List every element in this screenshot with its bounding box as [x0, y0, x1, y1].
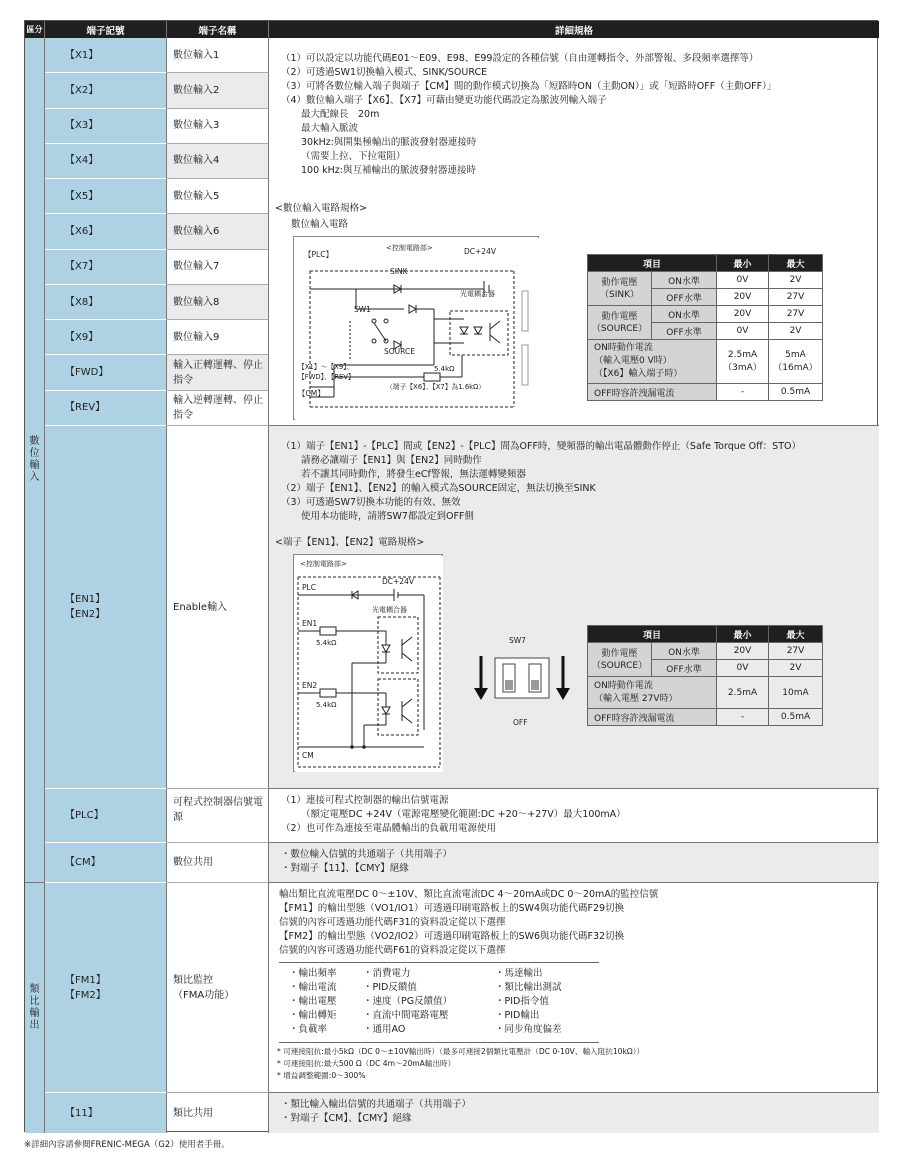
en-cell-on-max: 27V	[769, 643, 823, 660]
en-diag-en2-label: EN2	[302, 681, 318, 690]
plc-desc-2: （額定電壓DC +24V（電源電壓變化範圍:DC +20～+27V）最大100mA）	[301, 809, 626, 820]
cell-source-on-max: 27V	[769, 306, 823, 323]
en-cell-off-max: 2V	[769, 660, 823, 677]
cell-sink-off: OFF水準	[652, 289, 717, 306]
enable-input-detail	[269, 426, 879, 789]
terminal-symbol: 【X9】	[45, 320, 167, 355]
spec-sheet	[24, 20, 878, 1132]
terminal-symbol: 【FWD】	[45, 355, 167, 390]
fm-desc-4: 【FM2】的輸出型態（VO2/IO2）可透過印刷電路板上的SW6與功能代碼F32切換	[279, 931, 625, 942]
en-desc-2: 請務必讓端子【EN1】與【EN2】同時動作	[301, 455, 482, 466]
terminal-name: 輸入正轉運轉、停止指令	[167, 355, 269, 390]
diag-dc24v-label: DC+24V	[464, 247, 496, 256]
cell-leak-max: 0.5mA	[769, 384, 823, 401]
diag-x-terminals-label: 【X1】～【X9】、	[298, 363, 354, 371]
terminal-symbol-11: 【11】	[45, 1093, 167, 1133]
cell-leak: OFF時容許洩漏電流	[588, 384, 717, 401]
cell-source-off-min: 0V	[717, 323, 769, 340]
diag-resistor-label: 5.4kΩ	[434, 365, 455, 373]
digital-desc-2: （2）可透過SW1切換輸入模式、SINK/SOURCE	[281, 67, 488, 78]
en-cell-leak: OFF時容許洩漏電流	[588, 709, 717, 726]
digital-desc-6: 最大輸入脈波	[301, 123, 359, 134]
diag-plc-label: 【PLC】	[304, 250, 333, 259]
category-digital-input: 數位輸入	[25, 38, 45, 883]
cm-desc-1: ・數位輸入信號的共通端子（共用端子）	[281, 849, 453, 860]
en-diag-cm-label: CM	[302, 751, 314, 760]
diag-control-label: <控制電路部>	[386, 244, 433, 252]
en-cell-on-current: ON時動作電流 （輸入電壓 27V時）	[588, 677, 717, 709]
cell-source-on-min: 20V	[717, 306, 769, 323]
digital-circuit-subtitle: 數位輸入電路	[291, 219, 349, 230]
terminal-symbol-cm: 【CM】	[45, 843, 167, 883]
header-symbol: 端子記號	[45, 21, 167, 38]
terminal-name: 數位輸入2	[167, 73, 269, 108]
t11-desc-1: ・類比輸入輸出信號的共通端子（共用端子）	[281, 1099, 472, 1110]
terminal-name: 輸入逆轉運轉、停止指令	[167, 391, 269, 426]
terminal-symbol: 【X7】	[45, 250, 167, 285]
digital-spec-table	[587, 254, 823, 401]
cell-on-current-max: 5mA （16mA）	[769, 340, 823, 384]
cell-source-off-max: 2V	[769, 323, 823, 340]
en-diag-photocoupler-label: 光電耦合器	[372, 606, 407, 614]
diag-sink-label: SINK	[390, 267, 408, 276]
en-diag-res1-label: 5.4kΩ	[316, 639, 337, 647]
plc-desc-1: （1）連接可程式控制器的輸出信號電源	[281, 795, 449, 806]
terminal-name-en: Enable輸入	[167, 426, 269, 789]
terminal-symbol: 【X2】	[45, 73, 167, 108]
en-diag-control-label: <控制電路部>	[300, 560, 347, 568]
digital-input-detail	[269, 38, 879, 426]
enable-circuit-diagram	[293, 554, 443, 772]
terminal-symbol-plc: 【PLC】	[45, 789, 167, 843]
fm-list-col3: ・馬達輸出 ・類比輸出測試 ・PID指令值 ・PID輸出 ・同步角度偏差	[495, 968, 562, 1035]
en-cell-group: 動作電壓（SOURCE）	[588, 643, 652, 677]
digital-desc-8: （需要上拉、下拉電阻）	[301, 151, 406, 162]
fm-divider-bottom	[279, 1042, 599, 1043]
enable-spec-table	[587, 625, 823, 726]
fm-list-col2: ・消費電力 ・PID反饋值 ・速度（PG反饋值） ・直流中間電路電壓 ・通用AO	[363, 968, 453, 1035]
terminal-symbol: 【X3】	[45, 109, 167, 144]
digital-input-circuit-diagram	[293, 236, 539, 420]
cell-on-current: ON時動作電流 （輸入電壓0 V時） （【X6】輸入端子時）	[588, 340, 717, 384]
fm-list-col1: ・輸出頻率 ・輸出電流 ・輸出電壓 ・輸出轉矩 ・負載率	[289, 968, 337, 1035]
diag-source-label: SOURCE	[384, 347, 415, 356]
fm-divider-top	[279, 962, 599, 963]
terminal-name: 數位輸入1	[167, 38, 269, 73]
terminal-symbol: 【X4】	[45, 144, 167, 179]
terminal-symbol: 【X1】	[45, 38, 167, 73]
terminal-symbol: 【REV】	[45, 391, 167, 426]
terminal-symbol: 【X6】	[45, 214, 167, 249]
terminal-symbol-fm: 【FM1】 【FM2】	[45, 883, 167, 1093]
terminal-name: 數位輸入4	[167, 144, 269, 179]
terminal-name: 數位輸入7	[167, 250, 269, 285]
terminal-name: 數位輸入8	[167, 285, 269, 320]
sw7-switch[interactable]	[471, 652, 573, 712]
en-diag-res2-label: 5.4kΩ	[316, 701, 337, 709]
terminal-symbol-en: 【EN1】 【EN2】	[45, 426, 167, 789]
header-spec: 詳細規格	[269, 21, 879, 38]
diag-fwd-rev-label: 【FWD】、【REV】	[298, 373, 355, 381]
fm-detail	[269, 883, 879, 1093]
cell-source-group: 動作電壓（SOURCE）	[588, 306, 652, 340]
cell-on-current-min: 2.5mA （3mA）	[717, 340, 769, 384]
terminal-name-plc: 可程式控制器信號電源	[167, 789, 269, 843]
diag-sw1-label: SW1	[354, 305, 371, 314]
en-cell-leak-max: 0.5mA	[769, 709, 823, 726]
category-analog-output: 類比輸出	[25, 883, 45, 1133]
digital-desc-5: 最大配線長 20m	[301, 109, 380, 120]
en-cell-on-min: 20V	[717, 643, 769, 660]
en-circuit-title: <端子【EN1】、【EN2】電路規格>	[275, 537, 425, 548]
fm-note-1: * 可連接阻抗:最小5kΩ（DC 0～±10V輸出時）（最多可連接2個類比電壓計（DC 0-10V、輸入阻抗10kΩ））	[277, 1047, 645, 1056]
cell-source-on: ON水準	[652, 306, 717, 323]
diag-photocoupler-label: 光電耦合器	[460, 290, 495, 298]
digital-desc-1: （1）可以設定以功能代碼E01～E09、E98、E99設定的各種信號（自由運轉指令、外部警報、多段頻率選擇等）	[281, 53, 759, 64]
diag-note-label: （端子【X6】、【X7】為1.6kΩ）	[386, 383, 486, 391]
digital-desc-9: 100 kHz:與互補輸出的脈波發射器連接時	[301, 165, 476, 176]
th-max: 最大	[769, 255, 823, 272]
cell-sink-on-min: 0V	[717, 272, 769, 289]
en-th-item: 項目	[588, 626, 717, 643]
cell-sink-group: 動作電壓（SINK）	[588, 272, 652, 306]
cell-sink-off-min: 20V	[717, 289, 769, 306]
cell-source-off: OFF水準	[652, 323, 717, 340]
fm-desc-1: 輸出類比直流電壓DC 0～±10V、類比直流電流DC 4～20mA或DC 0～20mA的監控信號	[279, 889, 659, 900]
th-item: 項目	[588, 255, 717, 272]
en-diag-plc-label: PLC	[302, 583, 316, 592]
t11-detail	[269, 1093, 879, 1133]
footnote: ※詳細內容請參閱FRENIC-MEGA（G2）使用者手冊。	[24, 1140, 230, 1150]
terminal-name-11: 類比共用	[167, 1093, 269, 1133]
terminal-symbol: 【X8】	[45, 285, 167, 320]
digital-desc-7: 30kHz:與開集極輸出的脈波發射器連接時	[301, 137, 477, 148]
terminal-name: 數位輸入3	[167, 109, 269, 144]
cell-sink-on: ON水準	[652, 272, 717, 289]
fm-desc-3: 信號的內容可透過功能代碼F31的資料設定從以下選擇	[279, 917, 506, 928]
en-desc-1: （1）端子【EN1】-【PLC】間或【EN2】-【PLC】間為OFF時，變頻器的輸出電晶體動作停止（Safe Torque Off：STO）	[281, 441, 801, 452]
en-desc-4: （2）端子【EN1】、【EN2】的輸入模式為SOURCE固定，無法切換至SINK	[281, 483, 596, 494]
en-desc-5: （3）可透過SW7切換本功能的有效、無效	[281, 497, 461, 508]
en-diag-dc24v-label: DC+24V	[382, 577, 414, 586]
plc-desc-3: （2）也可作為連接至電晶體輸出的負載用電源使用	[281, 823, 497, 834]
en-cell-on-current-max: 10mA	[769, 677, 823, 709]
en-desc-3: 若不讓其同時動作，將發生eCf警報，無法運轉變頻器	[301, 469, 526, 480]
en-diag-en1-label: EN1	[302, 619, 318, 628]
terminal-name: 數位輸入6	[167, 214, 269, 249]
cell-leak-min: -	[717, 384, 769, 401]
en-cell-off: OFF水準	[652, 660, 717, 677]
fm-desc-5: 信號的內容可透過功能代碼F61的資料設定從以下選擇	[279, 945, 506, 956]
terminal-name-fm: 類比監控 （FMA功能）	[167, 883, 269, 1093]
diag-cm-label: 【CM】	[298, 389, 325, 398]
en-cell-off-min: 0V	[717, 660, 769, 677]
terminal-name: 數位輸入5	[167, 179, 269, 214]
en-cell-on-current-min: 2.5mA	[717, 677, 769, 709]
t11-desc-2: ・對端子【CM】、【CMY】絕緣	[281, 1113, 412, 1124]
cm-detail	[269, 843, 879, 883]
cm-desc-2: ・對端子【11】、【CMY】絕緣	[281, 863, 409, 874]
en-desc-6: 使用本功能時，請將SW7都設定到OFF側	[301, 511, 474, 522]
en-th-max: 最大	[769, 626, 823, 643]
header-name: 端子名稱	[167, 21, 269, 38]
en-th-min: 最小	[717, 626, 769, 643]
header-category: 區分	[25, 21, 45, 38]
cell-sink-off-max: 27V	[769, 289, 823, 306]
digital-desc-4: （4）數位輸入端子【X6】、【X7】可藉由變更功能代碼設定為脈波列輸入端子	[281, 95, 607, 106]
digital-desc-3: （3）可將各數位輸入端子與端子【CM】間的動作模式切換為「短路時ON（主動ON）」或「短路時OFF（主動OFF）」	[281, 81, 777, 92]
terminal-name-cm: 數位共用	[167, 843, 269, 883]
sw7-off-label: OFF	[513, 718, 528, 727]
terminal-name: 數位輸入9	[167, 320, 269, 355]
en-cell-leak-min: -	[717, 709, 769, 726]
en-cell-on: ON水準	[652, 643, 717, 660]
plc-detail	[269, 789, 879, 843]
fm-desc-2: 【FM1】的輸出型態（VO1/IO1）可透過印刷電路板上的SW4與功能代碼F29切換	[279, 903, 625, 914]
fm-note-3: * 增益調整範圍:0～300%	[277, 1071, 366, 1080]
terminal-symbol: 【X5】	[45, 179, 167, 214]
th-min: 最小	[717, 255, 769, 272]
cell-sink-on-max: 2V	[769, 272, 823, 289]
digital-circuit-title: <數位輸入電路規格>	[275, 203, 367, 214]
sw7-label: SW7	[509, 636, 526, 645]
fm-note-2: * 可連接阻抗:最大500 Ω（DC 4m～20mA輸出時）	[277, 1059, 456, 1068]
